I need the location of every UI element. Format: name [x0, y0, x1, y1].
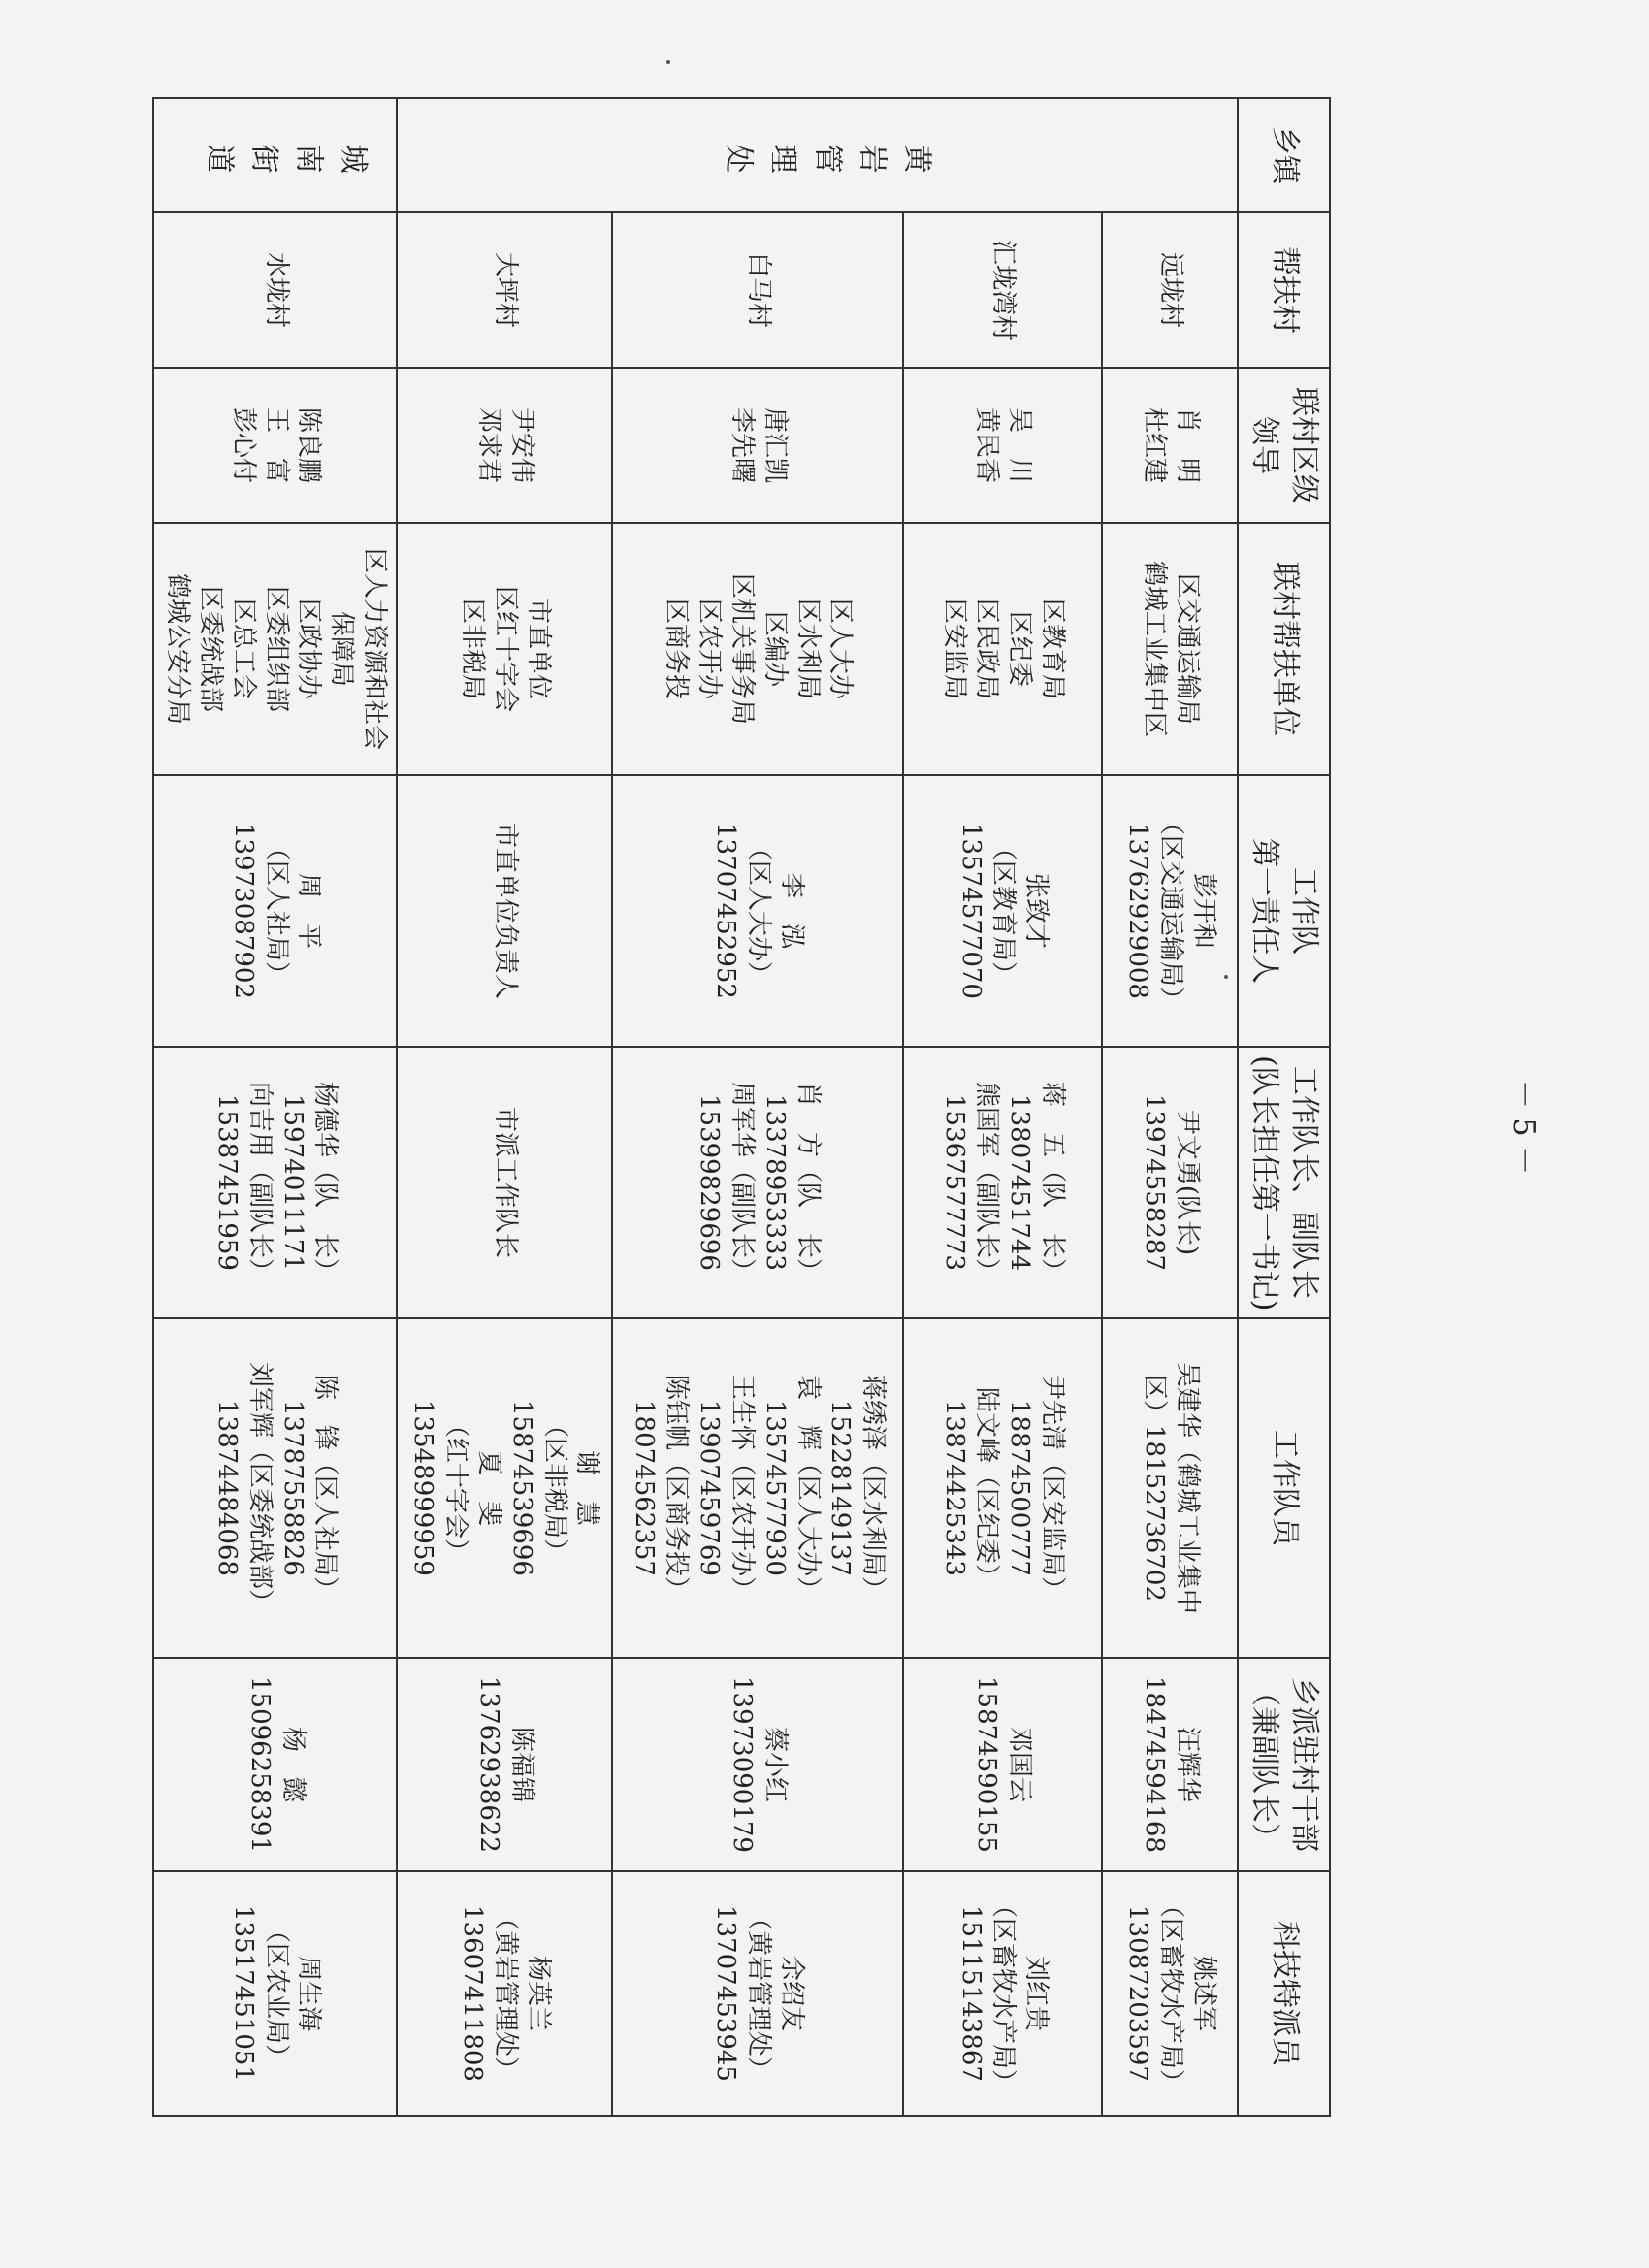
- leaders-cell: 陈良鹏 王 富 彭心付: [153, 368, 397, 523]
- leaders-cell: 吴 川 黄民香: [903, 368, 1102, 523]
- scan-speck: [666, 60, 670, 64]
- village-cell: 大坪村: [397, 212, 612, 368]
- header-district-leaders: 联村区级 领导: [1238, 368, 1330, 523]
- header-first-responsible: 工作队 第一责任人: [1238, 775, 1330, 1047]
- cadre-cell: 杨 懿 15096258391: [153, 1658, 397, 1871]
- page-number: － 5 －: [1506, 1079, 1541, 1176]
- header-township-cadre: 乡派驻村干部 （兼副队长）: [1238, 1658, 1330, 1871]
- first-responsible-cell: 周 平 （区人社局） 13973087902: [153, 775, 397, 1047]
- cadre-cell: 陈福锦 13762938622: [397, 1658, 612, 1871]
- table-row: [903, 98, 1102, 2116]
- specialist-cell: 杨英兰 （黄岩管理处） 13607411808: [397, 1871, 612, 2116]
- first-responsible-cell: 李 泓 （区人大办） 13707452952: [612, 775, 903, 1047]
- cadre-cell: 蔡小红 13973090179: [612, 1658, 903, 1871]
- first-responsible-cell: 市直单位负责人: [397, 775, 612, 1047]
- header-village: 帮扶村: [1238, 212, 1330, 368]
- specialist-cell: 周生海 （区农业局） 13517451051: [153, 1871, 397, 2116]
- header-tech-specialist: 科技特派员: [1238, 1871, 1330, 2116]
- header-row: [1238, 98, 1330, 2116]
- members-cell: 谢 慧 （区非税局） 15874539696 夏 斐 （红十字会） 13548999959: [397, 1318, 612, 1658]
- team-leaders-cell: 杨德华（队 长） 15974011171 向吉用（副队长） 15387451959: [153, 1047, 397, 1318]
- team-leaders-cell: 尹文勇(队长) 13974558287: [1102, 1047, 1238, 1318]
- team-leaders-cell: 肖 方（队 长） 13378953333 周军华（副队长） 15399829696: [612, 1047, 903, 1318]
- units-cell: 区人大办 区水利局 区编办 区机关事务局 区农开办 区商务投: [612, 523, 903, 775]
- first-responsible-cell: 彭开和 （区交通运输局） 13762929008: [1102, 775, 1238, 1047]
- header-units: 联村帮扶单位: [1238, 523, 1330, 775]
- units-cell: 市直单位 区红十字会 区非税局: [397, 523, 612, 775]
- village-cell: 远垅村: [1102, 212, 1238, 368]
- cadre-cell: 汪辉华 18474594168: [1102, 1658, 1238, 1871]
- leaders-cell: 唐汇凯 李先曙: [612, 368, 903, 523]
- village-cell: 白马村: [612, 212, 903, 368]
- rotated-table-wrapper: [163, 97, 1331, 2115]
- units-cell: 区交通运输局 鹤城工业集中区: [1102, 523, 1238, 775]
- team-leaders-cell: 蒋 五（队 长） 13807451744 熊国军（副队长） 15367577773: [903, 1047, 1102, 1318]
- units-cell: 区人力资源和社会 保障局 区政协办 区委组织部 区总工会 区委统战部 鹤城公安分局: [153, 523, 397, 775]
- team-leaders-cell: 市派工作队长: [397, 1047, 612, 1318]
- table-row: [153, 98, 397, 2116]
- table-row: [397, 98, 612, 2116]
- specialist-cell: 刘红贵 （区畜牧水产局） 15115143867: [903, 1871, 1102, 2116]
- leaders-cell: 肖 明 杜红建: [1102, 368, 1238, 523]
- header-township: 乡镇: [1238, 98, 1330, 212]
- members-cell: 吴建华（鹤城工业集中 区）18152736702: [1102, 1318, 1238, 1658]
- village-cell: 水垅村: [153, 212, 397, 368]
- units-cell: 区教育局 区纪委 区民政局 区安监局: [903, 523, 1102, 775]
- table-row: [1102, 98, 1238, 2116]
- members-cell: 陈 锋（区人社局） 13787558826 刘军辉（区委统战部） 13874484068: [153, 1318, 397, 1658]
- specialist-cell: 姚述军 （区畜牧水产局） 13087203597: [1102, 1871, 1238, 2116]
- township-cell: 黄岩管理处: [397, 98, 1238, 212]
- assistance-assignment-table: [152, 97, 1331, 2117]
- members-cell: 蒋绣泽（区水利局） 15228149137 袁 辉（区人大办） 13574577930 王生怀（区农开办） 13907459769 陈钰帆（区商务投） 18074562357: [612, 1318, 903, 1658]
- header-team-leaders: 工作队长、副队长 (队长担任第一书记): [1238, 1047, 1330, 1318]
- header-team-members: 工作队员: [1238, 1318, 1330, 1658]
- first-responsible-cell: 张致才 （区教育局） 13574577070: [903, 775, 1102, 1047]
- village-cell: 汇垅湾村: [903, 212, 1102, 368]
- members-cell: 尹先清（区安监局） 18874500777 陆文峰（区纪委） 13874425343: [903, 1318, 1102, 1658]
- specialist-cell: 余绍友 （黄岩管理处） 13707453945: [612, 1871, 903, 2116]
- township-cell: 城南街道: [153, 98, 397, 212]
- leaders-cell: 尹安伟 邓求君: [397, 368, 612, 523]
- table-row: [612, 98, 903, 2116]
- cadre-cell: 邓国云 15874590155: [903, 1658, 1102, 1871]
